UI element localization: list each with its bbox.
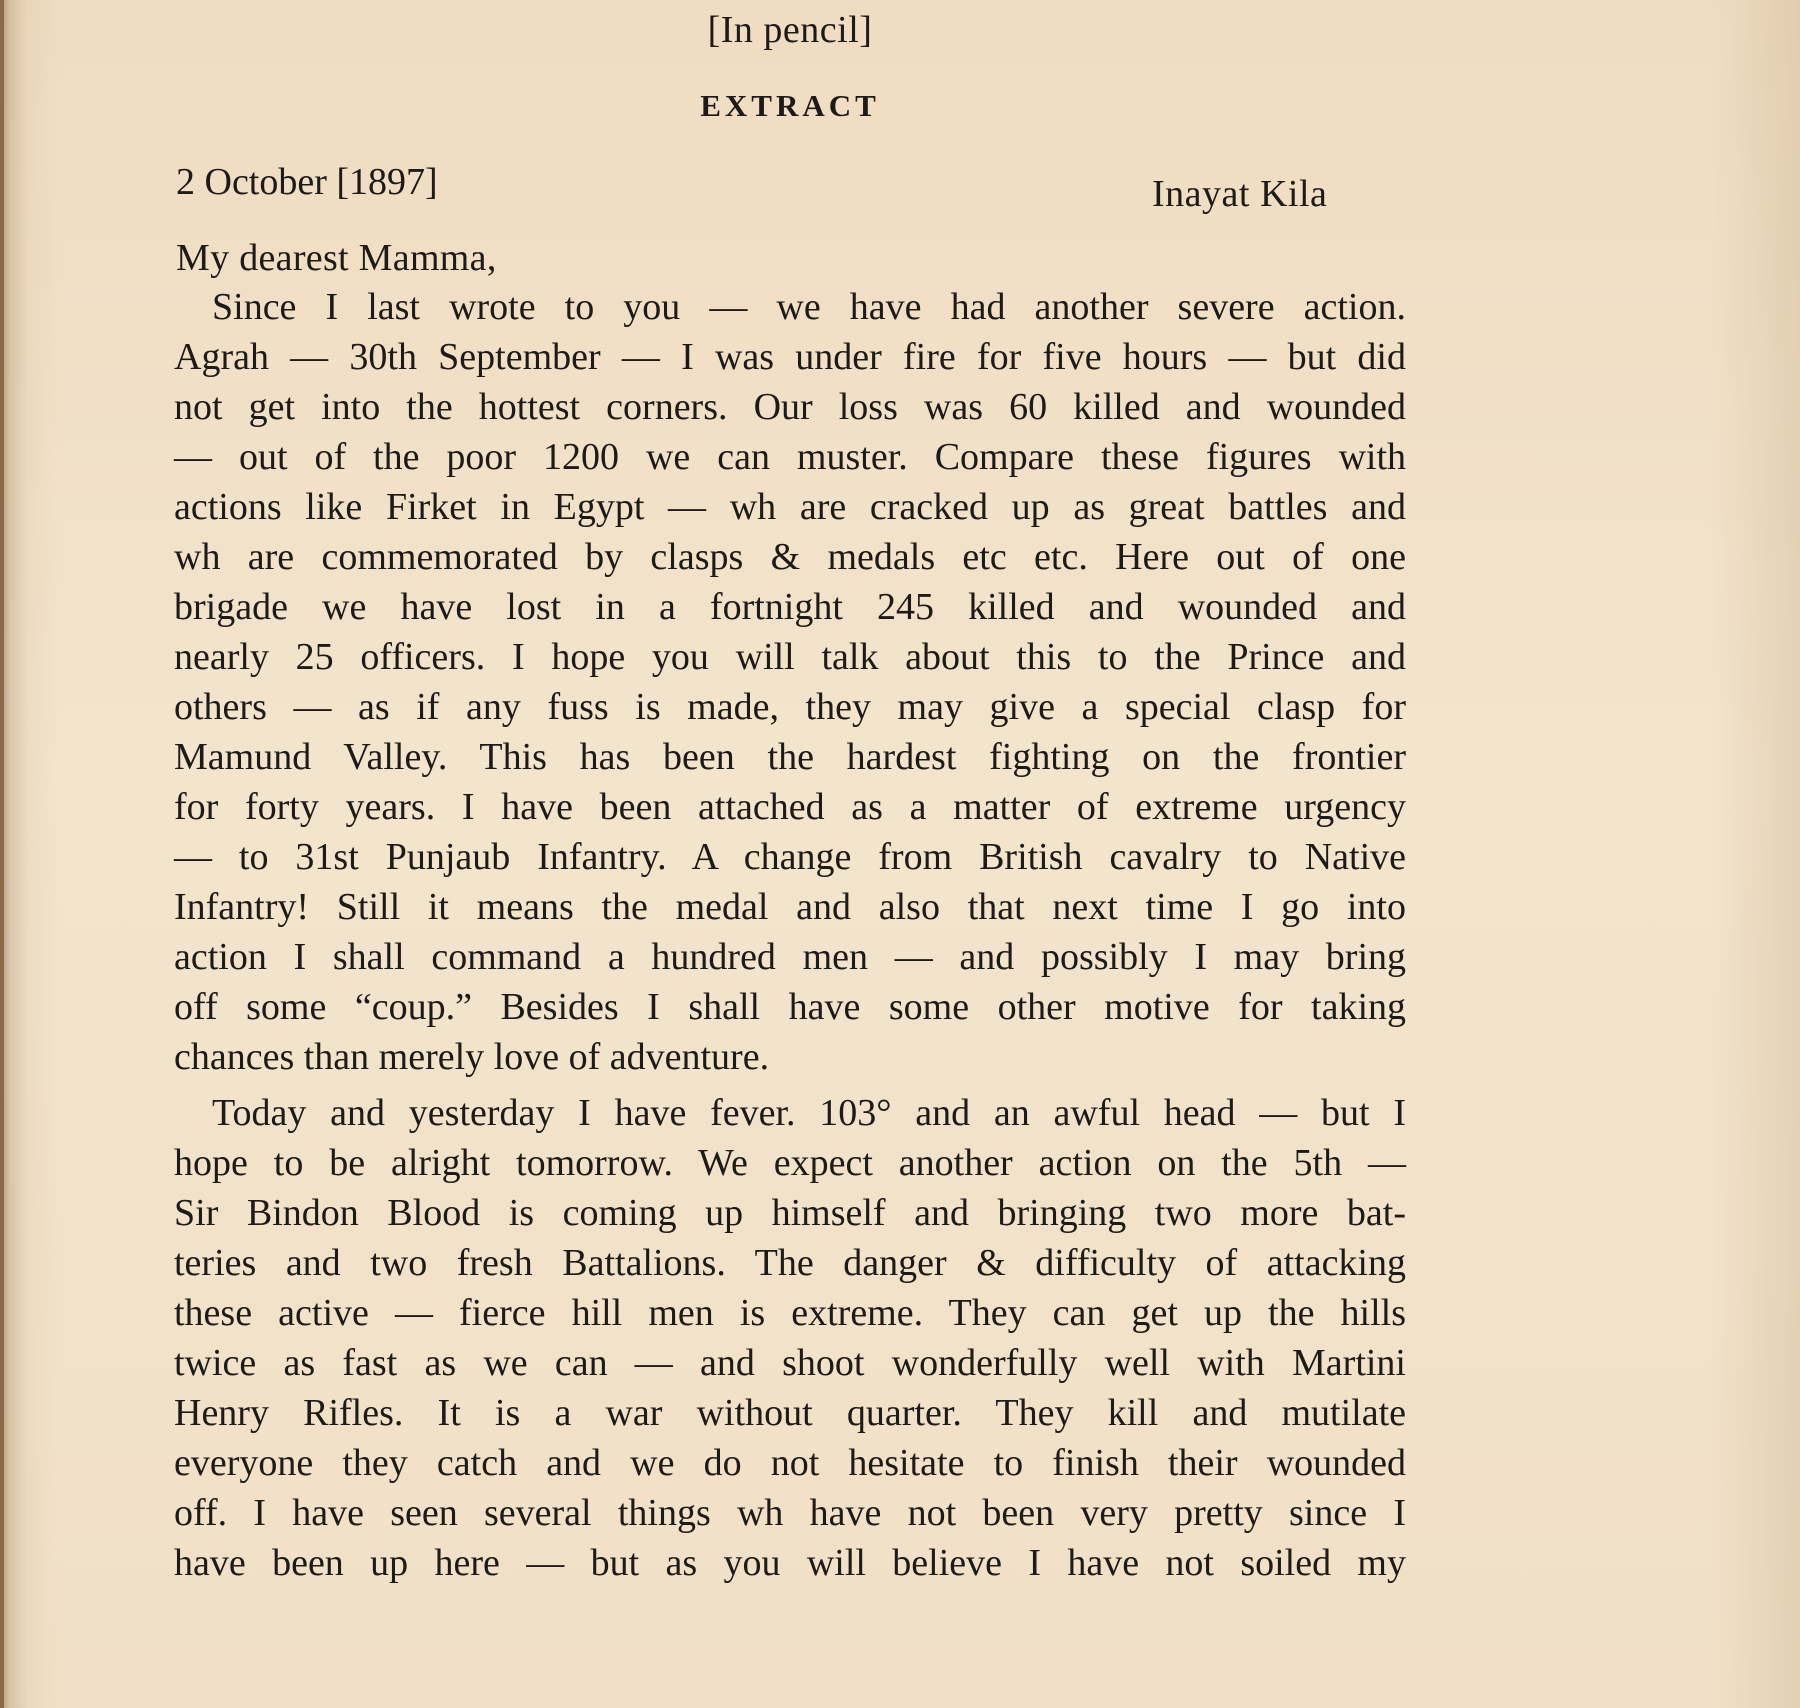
text-line: Infantry! Still it means the medal and also that next time I go into xyxy=(174,886,1406,928)
text-line: others — as if any fuss is made, they may give a special clasp for xyxy=(174,686,1406,728)
text-line: — out of the poor 1200 we can muster. Compare these figures with xyxy=(174,436,1406,478)
paragraph-1 xyxy=(174,282,1406,1082)
text-line: Today and yesterday I have fever. 103° and an awful head — but I xyxy=(212,1092,1406,1134)
letter-date: 2 October [1897] xyxy=(176,161,438,203)
letter-salutation: My dearest Mamma, xyxy=(176,237,497,279)
text-line: for forty years. I have been attached as a matter of extreme urgency xyxy=(174,786,1406,828)
text-line: have been up here — but as you will believe I have not soiled my xyxy=(174,1542,1406,1584)
text-line: these active — fierce hill men is extreme. They can get up the hills xyxy=(174,1292,1406,1334)
paragraph-2 xyxy=(174,1088,1406,1588)
letter-place: Inayat Kila xyxy=(1152,173,1328,215)
text-line: Since I last wrote to you — we have had another severe action. xyxy=(212,286,1406,328)
text-line: Mamund Valley. This has been the hardest fighting on the frontier xyxy=(174,736,1406,778)
text-line: off. I have seen several things wh have not been very pretty since I xyxy=(174,1492,1406,1534)
text-line: not get into the hottest corners. Our loss was 60 killed and wounded xyxy=(174,386,1406,428)
page-shadow xyxy=(1710,0,1800,1708)
text-line: wh are commemorated by clasps & medals etc etc. Here out of one xyxy=(174,536,1406,578)
text-line: hope to be alright tomorrow. We expect another action on the 5th — xyxy=(174,1142,1406,1184)
text-line: off some “coup.” Besides I shall have some other motive for taking xyxy=(174,986,1406,1028)
editorial-note: [In pencil] xyxy=(707,9,873,51)
text-line: teries and two fresh Battalions. The danger & difficulty of attacking xyxy=(174,1242,1406,1284)
text-line: twice as fast as we can — and shoot wonderfully well with Martini xyxy=(174,1342,1406,1384)
text-line: nearly 25 officers. I hope you will talk about this to the Prince and xyxy=(174,636,1406,678)
text-line: brigade we have lost in a fortnight 245 killed and wounded and xyxy=(174,586,1406,628)
text-line: Sir Bindon Blood is coming up himself and bringing two more bat- xyxy=(174,1192,1406,1234)
text-line: action I shall command a hundred men — and possibly I may bring xyxy=(174,936,1406,978)
section-heading: EXTRACT xyxy=(700,88,880,123)
text-line: actions like Firket in Egypt — wh are cracked up as great battles and xyxy=(174,486,1406,528)
text-line: Henry Rifles. It is a war without quarter. They kill and mutilate xyxy=(174,1392,1406,1434)
text-line: chances than merely love of adventure. xyxy=(174,1036,770,1078)
text-line: everyone they catch and we do not hesitate to finish their wounded xyxy=(174,1442,1406,1484)
text-line: Agrah — 30th September — I was under fire for five hours — but did xyxy=(174,336,1406,378)
text-line: — to 31st Punjaub Infantry. A change from British cavalry to Native xyxy=(174,836,1406,878)
book-spine-edge xyxy=(0,0,4,1708)
